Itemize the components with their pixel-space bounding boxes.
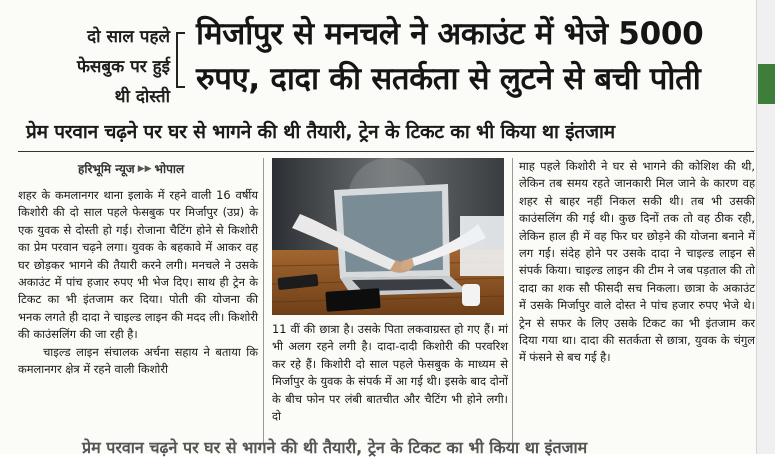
article-column-2 xyxy=(272,321,508,425)
column-divider xyxy=(263,158,264,446)
article-photo xyxy=(272,158,504,315)
kicker-line-3: थी दोस्ती xyxy=(114,87,170,107)
divider xyxy=(18,151,754,152)
byline-source: हरिभूमि न्यूज xyxy=(78,162,135,176)
article-column-1 xyxy=(18,187,258,378)
byline-city: भोपाल xyxy=(154,162,185,176)
headline-line-2: रुपए, दादा की सतर्कता से लुटने से बची पोती xyxy=(196,61,701,97)
kicker-line-1: दो साल पहले xyxy=(87,27,170,47)
cut-off-bottom-text xyxy=(0,438,740,457)
kicker-line-2: फेसबुक पर हुई xyxy=(76,57,170,77)
laptop-handshake-illustration xyxy=(272,158,504,315)
article-column-3 xyxy=(519,158,755,367)
kicker-bracket xyxy=(176,32,185,88)
column-1-paragraph-1: शहर के कमलानगर थाना इलाके में रहने वाली 16 वर्षीय किशोरी की दो साल पहले फेसबुक पर मिर्जापुर (उप्र) के एक युवक से दोस्ती हो गई। रोजाना चैटिंग होने से किशोरी का प्रेम परवान चढ़ने लगा। युवक के बहकावे में आकर वह घर छोड़कर भागने की तैयारी करने लगी। मनचले ने उसके अकाउंट में पांच हजार रुपए भी भेज दिए। साथ ही ट्रेन के टिकट का भी इंतजाम कर दिया। पोती की योजना की भनक लगते ही दादा ने चाइल्ड लाइन की मदद ली। किशोरी की काउंसलिंग की जा रही है। xyxy=(18,188,258,342)
edge-tab xyxy=(758,64,775,104)
arrow-icon: ▶▶ xyxy=(137,163,152,174)
column-1-paragraph-2: चाइल्ड लाइन संचालक अर्चना सहाय ने बताया कि कमलानगर क्षेत्र में रहने वाली किशोरी xyxy=(18,344,258,377)
column-divider xyxy=(512,158,513,446)
column-2-paragraph-1: 11 वीं की छात्रा है। उसके पिता लकवाग्रस्त हो गए हैं। मां भी अलग रहने लगी है। दादा-दादी किशोरी की परवरिश कर रहे हैं। किशोरी दो साल पहले फेसबुक के माध्यम से मिर्जापुर के युवक के संपर्क में आ गई थी। इसके बाद दोनों के बीच फोन पर लंबी बातचीत और चैटिंग भी होने लगी। दो xyxy=(272,322,508,424)
byline xyxy=(78,160,184,177)
viewer-edge xyxy=(756,0,775,454)
column-3-paragraph-1: माह पहले किशोरी ने घर से भागने की कोशिश की थी, लेकिन तब समय रहते जानकारी मिल जाने के कारण वह शहर से बाहर नहीं निकल सकी थी। तब भी उसकी काउंसलिंग की गई थी। कुछ दिनों तक तो वह ठीक रही, लेकिन हाल ही में वह फिर घर छोड़ने की योजना बनाने में लग गई। संदेह होने पर उसके दादा ने चाइल्ड लाइन से संपर्क किया। चाइल्ड लाइन की टीम ने जब पड़ताल की तो दादा का शक सौ फीसदी सच निकला। छात्रा के अकाउंट में उसके मिर्जापुर वाले दोस्त ने पांच हजार रुपए भेजे थे। ट्रेन से सफर के लिए उसके टिकट का भी इंतजाम कर दिया गया था। दादा की सतर्कता से छात्रा, युवक के चंगुल में फंसने से बच गई है। xyxy=(519,159,755,365)
headline xyxy=(196,12,752,102)
headline-line-1: मिर्जापुर से मनचले ने अकाउंट में भेजे 5000 xyxy=(196,16,704,52)
kicker xyxy=(36,22,170,112)
subheadline: प्रेम परवान चढ़ने पर घर से भागने की थी तैयारी, ट्रेन के टिकट का भी किया था इंतजाम xyxy=(26,121,615,143)
cut-off-line: प्रेम परवान चढ़ने पर घर से भागने की थी तैयारी, ट्रेन के टिकट का भी किया था इंतजाम xyxy=(82,438,588,457)
